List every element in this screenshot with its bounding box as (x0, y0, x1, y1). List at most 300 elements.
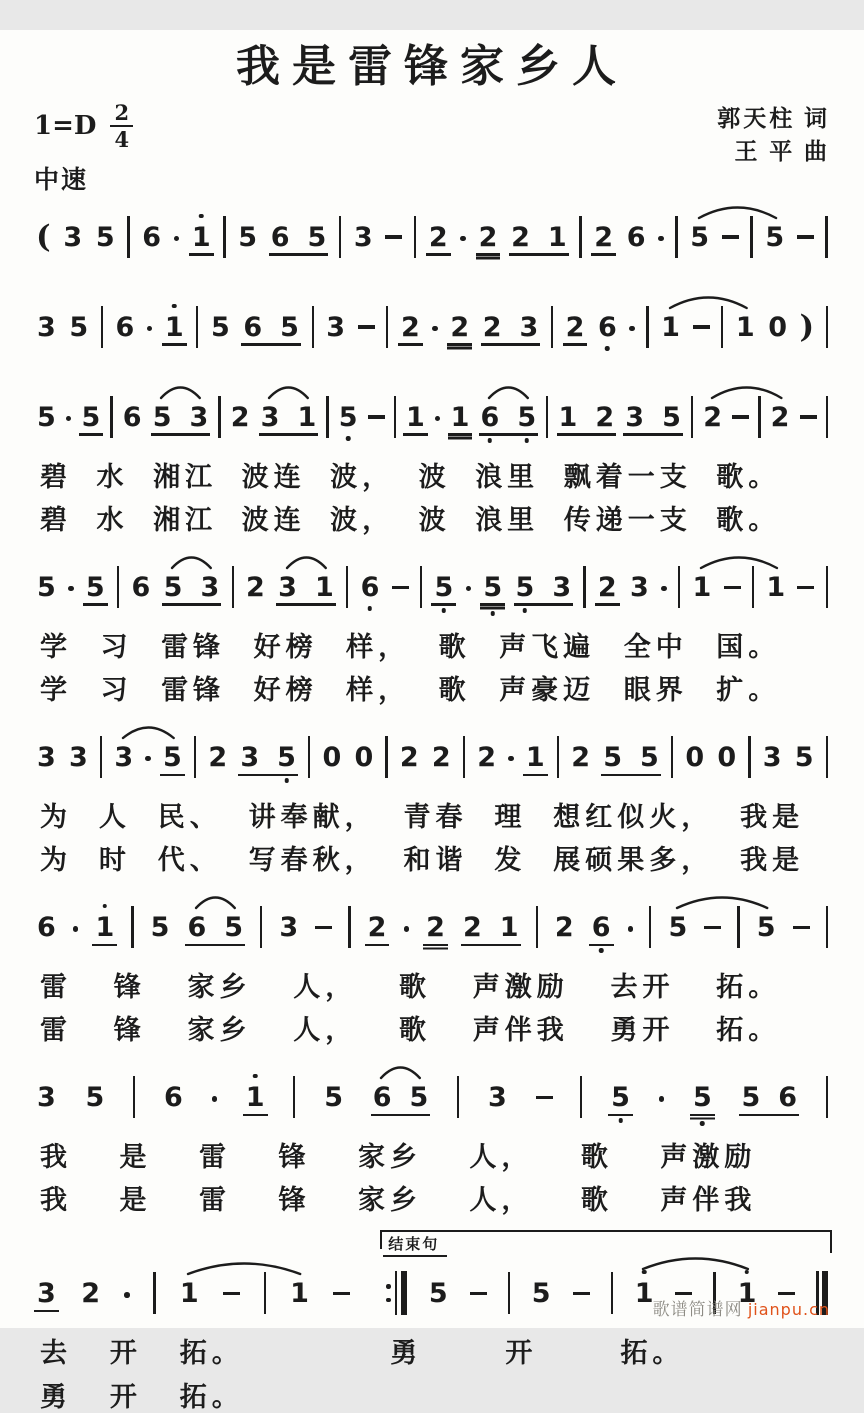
score-line (34, 890, 830, 1046)
beamed-group (152, 401, 210, 433)
beamed-group (163, 571, 221, 603)
lyric-chunk: 雷 (40, 972, 72, 1003)
note-digit: 3 (68, 741, 88, 773)
note-digit: 1 (290, 1277, 309, 1309)
note-digit: 2 (400, 311, 420, 343)
slur-arc (267, 384, 310, 400)
score-segment (34, 290, 830, 360)
key-time-row (34, 102, 133, 150)
note-digit: 6 (778, 1081, 798, 1113)
note-digit: 6 (131, 571, 151, 603)
lyric-chunk: 是 (119, 1185, 152, 1216)
duration-dash (470, 1292, 487, 1295)
lyric-chunk: 时 (98, 845, 131, 876)
lyric-chunk: 我是 (740, 802, 805, 833)
lyric-chunk: 水 (96, 462, 129, 492)
barline (223, 216, 225, 258)
octave-dot-below (442, 608, 447, 613)
lyric-chunk: 声激励 (472, 972, 569, 1003)
lyric-chunk: 人， (469, 1185, 534, 1216)
duration-dash (223, 1292, 240, 1295)
augmentation-dot (124, 1292, 130, 1298)
barline (671, 736, 673, 778)
octave-dot-below (524, 438, 529, 443)
octave-dot-below (368, 606, 373, 611)
note-digit: 6 (270, 221, 290, 253)
repeat-dot (386, 1298, 391, 1303)
lyric-chunk: 拓。 (179, 1338, 244, 1369)
note-digit: 5 (95, 221, 115, 253)
key-signature: 1=D (34, 111, 97, 141)
duration-dash (573, 1292, 590, 1295)
watermark-site-name: 歌谱简谱网 (652, 1300, 743, 1319)
barline (414, 216, 416, 258)
lyric-chunk: 波连 (241, 505, 306, 536)
score-segment (34, 1060, 830, 1216)
octave-dot-above (199, 214, 204, 219)
barline (691, 396, 693, 438)
barline (721, 306, 723, 348)
note-digit: 5 (662, 401, 681, 433)
lyric-chunk: 家乡 (357, 1185, 422, 1216)
note-digit: 5 (238, 221, 258, 253)
barline (110, 396, 112, 438)
score-segment (34, 890, 830, 1046)
barline (580, 1076, 582, 1118)
duration-dash (358, 325, 375, 328)
octave-dot-above (172, 304, 177, 309)
note-digit: 5 (280, 311, 299, 343)
note-digit: 5 (741, 1081, 761, 1113)
repeat-thin-bar (395, 1271, 397, 1315)
barline (326, 396, 328, 438)
barline (551, 306, 553, 348)
notation-row (34, 890, 830, 960)
augmentation-dot (404, 926, 410, 932)
note-digit: 5 (163, 741, 182, 773)
augmentation-dot (212, 1096, 218, 1102)
lyrics-row (40, 462, 780, 493)
barline (579, 216, 581, 258)
barline (312, 306, 314, 348)
open-paren: ( (36, 219, 51, 255)
duration-dash (385, 235, 402, 238)
lyric-chunk: 样， (346, 675, 411, 706)
note-digit: 1 (450, 401, 470, 433)
lyric-chunk: 讲奉献， (248, 802, 377, 833)
augmentation-dot (460, 236, 466, 242)
augmentation-dot (629, 326, 635, 332)
beamed-group (260, 401, 318, 433)
lyrics-row (40, 1338, 244, 1369)
note-digit: 2 (246, 571, 265, 603)
beamed-group (624, 401, 682, 433)
note-digit: 2 (426, 911, 445, 943)
beamed-group (740, 1081, 798, 1113)
lyric-chunk: 歌 (438, 675, 471, 706)
augmentation-dot (66, 416, 72, 422)
note-digit: 3 (63, 221, 83, 253)
note-digit: 2 (565, 311, 585, 343)
note-digit: 1 (661, 311, 680, 343)
lyrics-row (40, 632, 780, 663)
barline (131, 906, 133, 948)
score-line (34, 720, 830, 876)
note-digit: 5 (85, 1081, 105, 1113)
lyric-chunk: 为 (40, 802, 72, 833)
score-segment (34, 200, 830, 270)
note-digit: 6 (115, 311, 135, 343)
note-digit: 6 (187, 911, 207, 943)
octave-dot-below (488, 438, 493, 443)
lyric-chunk: 和谐 (403, 845, 468, 876)
note-digit: 6 (122, 401, 142, 433)
note-digit: 5 (69, 311, 89, 343)
note-digit: 5 (37, 401, 56, 433)
barline (611, 1272, 613, 1314)
barline (153, 1272, 155, 1314)
note-digit: 2 (511, 221, 530, 253)
augmentation-dot (628, 926, 634, 932)
lyric-chunk: 声伴我 (472, 1015, 569, 1046)
watermark-site-link[interactable]: jianpu.cn (747, 1300, 830, 1319)
note-digit: 2 (595, 401, 615, 433)
lyric-chunk: 开 (109, 1381, 142, 1412)
barline (127, 216, 129, 258)
lyric-chunk: 拓。 (716, 972, 781, 1003)
note-digit: 1 (737, 1280, 758, 1307)
barline (293, 1076, 295, 1118)
note-digit: 6 (243, 311, 263, 343)
duration-dash (392, 586, 409, 589)
beamed-group (602, 741, 660, 773)
lyric-chunk: 歌 (580, 1185, 613, 1216)
barline (117, 566, 119, 608)
barline (218, 396, 220, 438)
lyric-chunk: 全中 (623, 632, 688, 663)
duration-dash (536, 1096, 553, 1099)
octave-dot-above (642, 1270, 647, 1275)
note-digit: 5 (516, 404, 537, 431)
beamed-group (239, 741, 297, 773)
octave-dot-below (346, 436, 351, 441)
note-digit: 1 (297, 401, 317, 433)
slur-arc (675, 894, 769, 910)
note-digit: 5 (515, 574, 536, 601)
duration-dash (693, 325, 710, 328)
note-digit: 3 (278, 571, 297, 603)
lyrics-row (40, 972, 780, 1003)
slur-arc (121, 724, 176, 740)
note-digit: 1 (735, 311, 755, 343)
augmentation-dot (658, 236, 664, 242)
barline (826, 396, 828, 438)
note-digit: 5 (756, 911, 776, 943)
barline (748, 736, 750, 778)
augmentation-dot (73, 926, 79, 932)
note-digit: 5 (690, 221, 710, 253)
octave-dot-below (605, 346, 610, 351)
note-digit: 5 (324, 1081, 343, 1113)
lyric-chunk: 浪里 (475, 462, 540, 492)
note-digit: 2 (703, 401, 723, 433)
lyric-chunk: 湘江 (153, 462, 218, 492)
barline (508, 1272, 510, 1314)
notation-row (34, 380, 830, 450)
barline (826, 1076, 828, 1118)
slur-arc (699, 554, 779, 570)
barline (232, 566, 234, 608)
note-digit: 6 (372, 1081, 392, 1113)
rest-note: 0 (717, 741, 737, 773)
score-line (34, 380, 830, 536)
rest-note: 0 (685, 741, 705, 773)
note-digit: 6 (591, 914, 612, 941)
lyric-chunk: 开 (505, 1338, 538, 1369)
lyric-chunk: 声伴我 (660, 1185, 757, 1216)
note-digit: 3 (326, 311, 346, 343)
note-digit: 5 (307, 221, 327, 253)
barline (536, 906, 538, 948)
note-digit: 5 (765, 221, 785, 253)
augmentation-dot (661, 586, 667, 592)
note-digit: 3 (279, 911, 299, 943)
duration-dash (797, 586, 814, 589)
score-segment (384, 1237, 830, 1412)
repeat-thick-bar (401, 1271, 407, 1315)
ending-bracket (380, 1230, 832, 1256)
note-digit: 1 (179, 1277, 199, 1309)
note-digit: 5 (668, 911, 688, 943)
note-digit: 6 (480, 404, 501, 431)
note-digit: 5 (428, 1277, 448, 1309)
lyrics-row (40, 675, 780, 706)
repeat-dot (386, 1284, 391, 1289)
score-line (34, 1060, 830, 1216)
beamed-group (372, 1081, 430, 1113)
lyric-chunk: 学 (40, 632, 72, 663)
barline (758, 396, 760, 438)
barline (737, 906, 739, 948)
slur-arc (641, 1255, 750, 1271)
lyric-chunk: 歌 (580, 1142, 613, 1173)
beamed-group (270, 221, 328, 253)
note-digit: 1 (558, 401, 578, 433)
lyric-chunk: 雷 (40, 1015, 72, 1046)
time-signature-numerator: 2 (110, 102, 133, 127)
beamed-group (515, 571, 573, 603)
lyric-chunk: 勇 (40, 1381, 72, 1412)
lyric-chunk: 理 (494, 802, 527, 833)
augmentation-dot (174, 236, 180, 242)
lyric-chunk: 去 (40, 1338, 72, 1369)
barline (826, 906, 828, 948)
barline (678, 566, 680, 608)
barline (339, 216, 341, 258)
barline (546, 396, 548, 438)
note-digit: 6 (597, 314, 618, 341)
song-title: 我是雷锋家乡人 (236, 42, 628, 91)
slur-arc (194, 894, 237, 910)
note-digit: 6 (626, 221, 646, 253)
lyric-chunk: 家乡 (187, 972, 252, 1003)
note-digit: 1 (191, 224, 212, 251)
beamed-group (277, 571, 335, 603)
note-digit: 2 (477, 741, 496, 773)
lyric-chunk: 波， (330, 505, 395, 536)
lyric-chunk: 拓。 (620, 1338, 685, 1369)
barline (260, 906, 262, 948)
note-digit: 3 (552, 571, 572, 603)
beamed-group (482, 311, 540, 343)
slur-arc (186, 1260, 302, 1276)
barline (457, 1076, 459, 1118)
barline (308, 736, 310, 778)
credits (717, 102, 830, 169)
augmentation-dot (508, 756, 514, 762)
barline (752, 566, 754, 608)
lyric-chunk: 雷 (198, 1142, 231, 1173)
augmentation-dot (147, 326, 153, 332)
lyric-chunk: 声激励 (660, 1142, 757, 1173)
note-digit: 1 (766, 571, 786, 603)
note-digit: 5 (276, 744, 297, 771)
lyric-chunk: 我是 (740, 845, 805, 876)
barline (394, 396, 396, 438)
octave-dot-below (523, 608, 528, 613)
note-digit: 3 (200, 571, 220, 603)
lyric-chunk: 波 (418, 462, 451, 492)
close-paren: ) (799, 309, 815, 345)
note-digit: 1 (634, 1280, 655, 1307)
lyric-chunk: 代、 (157, 845, 222, 876)
score-line (34, 550, 830, 706)
lyric-chunk: 水 (96, 505, 129, 536)
lyric-chunk: 雷锋 (161, 675, 226, 706)
lyric-chunk: 拓。 (716, 1015, 781, 1046)
duration-dash (724, 586, 741, 589)
note-digit: 3 (240, 741, 260, 773)
lyric-chunk: 眼界 (623, 675, 688, 706)
beamed-group (186, 911, 244, 943)
note-digit: 1 (164, 314, 185, 341)
note-digit: 5 (640, 741, 659, 773)
lyric-chunk: 学 (40, 675, 72, 706)
lyrics-row (40, 802, 804, 833)
notation-row (34, 290, 830, 360)
lyric-chunk: 歌 (399, 972, 431, 1003)
octave-dot-above (253, 1074, 258, 1079)
octave-dot-below (284, 778, 289, 783)
composer-credit: 王 平 曲 (734, 139, 830, 165)
barline (194, 736, 196, 778)
lyric-chunk: 是 (119, 1142, 152, 1173)
note-digit: 3 (114, 741, 134, 773)
lyric-chunk: 拓。 (179, 1381, 244, 1412)
barline (646, 306, 648, 348)
duration-dash (368, 415, 385, 418)
note-digit: 5 (794, 741, 814, 773)
lyric-chunk: 人 (98, 802, 131, 833)
barline (348, 906, 350, 948)
lyric-chunk: 习 (100, 632, 133, 663)
watermark (653, 1295, 830, 1320)
lyric-chunk: 人， (293, 972, 358, 1003)
lyric-chunk: 浪里 (475, 505, 540, 536)
duration-dash (797, 235, 814, 238)
note-digit: 2 (554, 911, 574, 943)
barline (750, 216, 752, 258)
barline (101, 306, 103, 348)
lyric-chunk: 发 (494, 845, 527, 876)
barline (196, 306, 198, 348)
barline (385, 736, 387, 778)
lyric-chunk: 湘江 (153, 505, 218, 536)
lyric-chunk: 波 (418, 505, 451, 536)
beamed-group (510, 221, 568, 253)
slur-arc (668, 294, 749, 310)
note-digit: 2 (367, 911, 387, 943)
note-digit: 2 (594, 221, 614, 253)
lyric-chunk: 锋 (278, 1185, 311, 1216)
note-digit: 5 (163, 571, 183, 603)
note-digit: 5 (433, 574, 454, 601)
note-digit: 5 (224, 911, 244, 943)
score-line (34, 290, 830, 360)
lyric-chunk: 碧 (40, 505, 72, 536)
note-digit: 3 (37, 1277, 56, 1309)
augmentation-dot (466, 586, 472, 592)
lyric-chunk: 好榜 (253, 675, 318, 706)
score-segment (34, 1256, 352, 1412)
lyric-chunk: 家乡 (187, 1015, 252, 1046)
note-digit: 2 (208, 741, 228, 773)
note-digit: 6 (142, 221, 161, 253)
lyric-chunk: 青春 (403, 802, 468, 833)
lyric-chunk: 勇开 (610, 1015, 675, 1046)
note-digit: 5 (85, 571, 105, 603)
lyric-chunk: 传递一支 (563, 505, 692, 536)
note-digit: 3 (762, 741, 782, 773)
note-digit: 3 (37, 311, 56, 343)
lyric-chunk: 雷 (198, 1185, 231, 1216)
note-digit: 5 (482, 574, 503, 601)
slur-arc (159, 384, 202, 400)
lyric-chunk: 波， (330, 462, 395, 492)
lyric-chunk: 开 (109, 1338, 142, 1369)
augmentation-dot (659, 1096, 665, 1102)
barline (386, 306, 388, 348)
note-digit: 3 (519, 311, 539, 343)
barline (557, 736, 559, 778)
note-digit: 2 (81, 1277, 100, 1309)
octave-dot-below (491, 611, 496, 616)
note-digit: 2 (450, 311, 470, 343)
notation-row (34, 1256, 352, 1326)
lyric-chunk: 扩。 (716, 675, 781, 706)
lyric-chunk: 碧 (40, 462, 72, 492)
lyric-chunk: 飘着一支 (563, 462, 692, 492)
note-digit: 5 (692, 1084, 713, 1111)
notation-row (34, 720, 830, 790)
slur-arc (487, 384, 530, 400)
score-segment (34, 380, 830, 536)
note-digit: 2 (462, 911, 482, 943)
note-digit: 5 (610, 1084, 631, 1111)
lyric-chunk: 歌 (438, 632, 471, 663)
note-digit: 6 (360, 574, 381, 601)
note-digit: 1 (525, 741, 545, 773)
